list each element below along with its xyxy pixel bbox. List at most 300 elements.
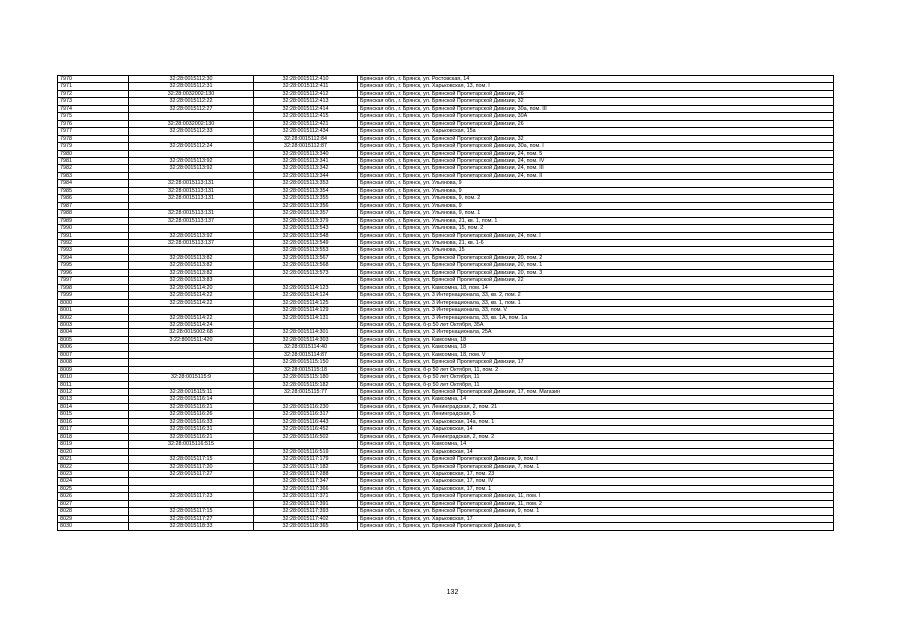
table-row bbox=[58, 135, 834, 142]
address-cell: Брянская обл., г. Брянск, ул. Брянской Пролетарской Дивизии, 9, пом. I bbox=[358, 456, 834, 463]
row-number-cell: 8016 bbox=[58, 418, 129, 425]
row-number-cell: 7975 bbox=[58, 113, 129, 120]
row-number-cell: 7971 bbox=[58, 83, 129, 90]
new-cadastral-number-cell: 32:28:0015115:180 bbox=[254, 374, 358, 381]
table-row bbox=[58, 381, 834, 388]
old-cadastral-number-cell: 32:28:0032002:130 bbox=[129, 90, 254, 97]
old-cadastral-number-cell: 32:28:0015116:21 bbox=[129, 433, 254, 440]
old-cadastral-number-cell: 32:28:0015116:515 bbox=[129, 441, 254, 448]
row-number-cell: 7995 bbox=[58, 262, 129, 269]
row-number-cell: 7977 bbox=[58, 128, 129, 135]
old-cadastral-number-cell: 32:28:0015113:82 bbox=[129, 254, 254, 261]
old-cadastral-number-cell: 32:28:0015113:137 bbox=[129, 239, 254, 246]
address-cell: Брянская обл., г. Брянск, ул. Харьковская, 14а, пом. 1 bbox=[358, 418, 834, 425]
table-row bbox=[58, 76, 834, 83]
new-cadastral-number-cell: 32:28:0015112:84 bbox=[254, 135, 358, 142]
old-cadastral-number-cell: 32:28:0015113:82 bbox=[129, 269, 254, 276]
address-cell: Брянская обл., г. Брянск, ул. Брянской Пролетарской Дивизии, 9, пом. 1 bbox=[358, 508, 834, 515]
register-table-body bbox=[58, 76, 834, 531]
row-number-cell: 7984 bbox=[58, 180, 129, 187]
new-cadastral-number-cell bbox=[254, 277, 358, 284]
address-cell: Брянская обл., г. Брянск, ул. Ульянова, 21, кв. 1, пом. 1 bbox=[358, 217, 834, 224]
row-number-cell: 8003 bbox=[58, 321, 129, 328]
old-cadastral-number-cell bbox=[129, 172, 254, 179]
table-row bbox=[58, 329, 834, 336]
table-row bbox=[58, 389, 834, 396]
new-cadastral-number-cell: 32:28:0015117:391 bbox=[254, 500, 358, 507]
address-cell: Брянская обл., г. Брянск, ул. Брянской Пролетарской Дивизии, 20, пом. 3 bbox=[358, 269, 834, 276]
new-cadastral-number-cell: 32:28:0015113:567 bbox=[254, 254, 358, 261]
row-number-cell: 8029 bbox=[58, 515, 129, 522]
row-number-cell: 7990 bbox=[58, 225, 129, 232]
old-cadastral-number-cell: 32:28:0015118:33 bbox=[129, 523, 254, 530]
old-cadastral-number-cell bbox=[129, 359, 254, 366]
table-row bbox=[58, 299, 834, 306]
row-number-cell: 8006 bbox=[58, 344, 129, 351]
row-number-cell: 8026 bbox=[58, 493, 129, 500]
table-row bbox=[58, 120, 834, 127]
new-cadastral-number-cell: 32:28:0015114:87 bbox=[254, 351, 358, 358]
new-cadastral-number-cell: 32:28:0015114:123 bbox=[254, 284, 358, 291]
table-row bbox=[58, 374, 834, 381]
address-cell: Брянская обл., г. Брянск, ул. Ульянова, 9, пом. 1 bbox=[358, 210, 834, 217]
old-cadastral-number-cell: 32:28:0015113:131 bbox=[129, 210, 254, 217]
old-cadastral-number-cell bbox=[129, 366, 254, 373]
new-cadastral-number-cell: 32:28:0015113:549 bbox=[254, 239, 358, 246]
new-cadastral-number-cell: 32:28:0015113:553 bbox=[254, 247, 358, 254]
row-number-cell: 8007 bbox=[58, 351, 129, 358]
row-number-cell: 7978 bbox=[58, 135, 129, 142]
new-cadastral-number-cell bbox=[254, 441, 358, 448]
table-row bbox=[58, 396, 834, 403]
table-row bbox=[58, 471, 834, 478]
address-cell: Брянская обл., г. Брянск, ул. 3 Интернационала, 33, пом. V bbox=[358, 307, 834, 314]
old-cadastral-number-cell: 32:28:0015117:15 bbox=[129, 456, 254, 463]
address-cell: Брянская обл., г. Брянск, ул. Брянской Пролетарской Дивизии, 26 bbox=[358, 90, 834, 97]
old-cadastral-number-cell bbox=[129, 478, 254, 485]
row-number-cell: 7993 bbox=[58, 247, 129, 254]
address-cell: Брянская обл., г. Брянск, ул. 3 Интернационала, 33, кв. 1, пом. 1 bbox=[358, 299, 834, 306]
old-cadastral-number-cell bbox=[129, 381, 254, 388]
address-cell: Брянская обл., г. Брянск, ул. Брянской Пролетарской Дивизии, 17, пом. Магазин bbox=[358, 389, 834, 396]
row-number-cell: 8001 bbox=[58, 307, 129, 314]
new-cadastral-number-cell: 32:28:0015113:379 bbox=[254, 217, 358, 224]
row-number-cell: 7989 bbox=[58, 217, 129, 224]
address-cell: Брянская обл., г. Брянск, ул. Брянской Пролетарской Дивизии, 20, пом. 1 bbox=[358, 262, 834, 269]
new-cadastral-number-cell: 32:28:0015112:421 bbox=[254, 120, 358, 127]
new-cadastral-number-cell: 32:28:0015112:414 bbox=[254, 105, 358, 112]
row-number-cell: 7981 bbox=[58, 157, 129, 164]
row-number-cell: 7999 bbox=[58, 292, 129, 299]
row-number-cell: 8020 bbox=[58, 448, 129, 455]
address-cell: Брянская обл., г. Брянск, ул. Камсомна, 18 bbox=[358, 336, 834, 343]
old-cadastral-number-cell: 32:28:0015114:24 bbox=[129, 321, 254, 328]
old-cadastral-number-cell bbox=[129, 225, 254, 232]
new-cadastral-number-cell bbox=[254, 396, 358, 403]
table-row bbox=[58, 157, 834, 164]
old-cadastral-number-cell bbox=[129, 247, 254, 254]
table-row bbox=[58, 307, 834, 314]
address-cell: Брянская обл., г. Брянск, ул. Брянской Пролетарской Дивизии, 24, пом. II bbox=[358, 172, 834, 179]
new-cadastral-number-cell: 32:28:0015116:519 bbox=[254, 448, 358, 455]
new-cadastral-number-cell: 32:28:0015116:452 bbox=[254, 426, 358, 433]
table-row bbox=[58, 217, 834, 224]
new-cadastral-number-cell: 32:28:0015113:344 bbox=[254, 172, 358, 179]
table-row bbox=[58, 418, 834, 425]
row-number-cell: 7992 bbox=[58, 239, 129, 246]
old-cadastral-number-cell: 32:28:0015112:33 bbox=[129, 128, 254, 135]
address-cell: Брянская обл., г. Брянск, ул. Ленинградская, 5 bbox=[358, 411, 834, 418]
address-cell: Брянская обл., г. Брянск, ул. Ульянова, 9 bbox=[358, 180, 834, 187]
address-cell: Брянская обл., г. Брянск, ул. Ульянова, 9, пом. 2 bbox=[358, 195, 834, 202]
new-cadastral-number-cell: 32:28:0015115:182 bbox=[254, 381, 358, 388]
address-cell: Брянская обл., г. Брянск, ул. Ульянова, 15 bbox=[358, 247, 834, 254]
row-number-cell: 7997 bbox=[58, 277, 129, 284]
row-number-cell: 7988 bbox=[58, 210, 129, 217]
new-cadastral-number-cell: 32:28:0015112:413 bbox=[254, 98, 358, 105]
new-cadastral-number-cell: 32:28:0015112:415 bbox=[254, 113, 358, 120]
old-cadastral-number-cell: 32:28:0015116:14 bbox=[129, 396, 254, 403]
old-cadastral-number-cell bbox=[129, 113, 254, 120]
old-cadastral-number-cell bbox=[129, 344, 254, 351]
table-row bbox=[58, 411, 834, 418]
old-cadastral-number-cell: 32:28:0015116:21 bbox=[129, 403, 254, 410]
row-number-cell: 7996 bbox=[58, 269, 129, 276]
row-number-cell: 8011 bbox=[58, 381, 129, 388]
address-cell: Брянская обл., г. Брянск, ул. Ульянова, 15, пом. 2 bbox=[358, 225, 834, 232]
address-cell: Брянская обл., г. Брянск, ул. Брянской Пролетарской Дивизии, 26 bbox=[358, 120, 834, 127]
address-cell: Брянская обл., г. Брянск, ул. Камсомна, 14 bbox=[358, 396, 834, 403]
row-number-cell: 8022 bbox=[58, 463, 129, 470]
old-cadastral-number-cell bbox=[129, 150, 254, 157]
address-cell: Брянская обл., г. Брянск, ул. Камсомна, 18, пом. V bbox=[358, 351, 834, 358]
table-row bbox=[58, 314, 834, 321]
new-cadastral-number-cell: 32:28:0015117:182 bbox=[254, 463, 358, 470]
new-cadastral-number-cell: 32:28:0015117:393 bbox=[254, 508, 358, 515]
old-cadastral-number-cell bbox=[129, 485, 254, 492]
address-cell: Брянская обл., г. Брянск, ул. 3 Интернационала, 33, кв. 2, пом. 2 bbox=[358, 292, 834, 299]
table-row bbox=[58, 351, 834, 358]
new-cadastral-number-cell: 32:28:0015114:131 bbox=[254, 314, 358, 321]
row-number-cell: 8025 bbox=[58, 485, 129, 492]
row-number-cell: 7973 bbox=[58, 98, 129, 105]
address-cell: Брянская обл., г. Брянск, ул. Ульянова, 21, кв. 1-6 bbox=[358, 239, 834, 246]
old-cadastral-number-cell: 32:28:0015112:30 bbox=[129, 76, 254, 83]
address-cell: Брянская обл., г. Брянск, ул. Ульянова, 9 bbox=[358, 202, 834, 209]
address-cell: Брянская обл., г. Брянск, ул. Брянской Пролетарской Дивизии, 24, пом. 5 bbox=[358, 150, 834, 157]
address-cell: Брянская обл., г. Брянск, ул. Брянской Пролетарской Дивизии, 32 bbox=[358, 135, 834, 142]
row-number-cell: 7976 bbox=[58, 120, 129, 127]
table-row bbox=[58, 500, 834, 507]
table-row bbox=[58, 247, 834, 254]
table-row bbox=[58, 456, 834, 463]
address-cell: Брянская обл., г. Брянск, ул. Харьковская, 17, пом. IV bbox=[358, 478, 834, 485]
row-number-cell: 7972 bbox=[58, 90, 129, 97]
table-row bbox=[58, 239, 834, 246]
address-cell: Брянская обл., г. Брянск, ул. Брянской Пролетарской Дивизии, 7, пом. 1 bbox=[358, 463, 834, 470]
row-number-cell: 8019 bbox=[58, 441, 129, 448]
row-number-cell: 8008 bbox=[58, 359, 129, 366]
table-row bbox=[58, 269, 834, 276]
new-cadastral-number-cell: 32:28:0015113:355 bbox=[254, 195, 358, 202]
address-cell: Брянская обл., г. Брянск, ул. Брянской Пролетарской Дивизии, 24, пом. IV bbox=[358, 157, 834, 164]
table-row bbox=[58, 195, 834, 202]
old-cadastral-number-cell: 32:28:0015114:20 bbox=[129, 284, 254, 291]
new-cadastral-number-cell: 32:28:0015116:317 bbox=[254, 411, 358, 418]
address-cell: Брянская обл., г. Брянск, ул. Брянской Пролетарской Дивизии, 22 bbox=[358, 277, 834, 284]
address-cell: Брянская обл., г. Брянск, ул. Харьковская, 17, пом. 23 bbox=[358, 471, 834, 478]
table-row bbox=[58, 448, 834, 455]
table-row bbox=[58, 143, 834, 150]
table-row bbox=[58, 165, 834, 172]
new-cadastral-number-cell: 32:28:0015117:288 bbox=[254, 471, 358, 478]
new-cadastral-number-cell: 32:28:0015117:366 bbox=[254, 485, 358, 492]
new-cadastral-number-cell: 32:28:0015113:568 bbox=[254, 262, 358, 269]
new-cadastral-number-cell: 32:28:0015113:340 bbox=[254, 150, 358, 157]
new-cadastral-number-cell: 32:28:0015117:371 bbox=[254, 493, 358, 500]
table-row bbox=[58, 150, 834, 157]
address-cell: Брянская обл., г. Брянск, ул. Харьковская, 17 bbox=[358, 515, 834, 522]
table-row bbox=[58, 508, 834, 515]
new-cadastral-number-cell: 32:28:0015113:341 bbox=[254, 157, 358, 164]
old-cadastral-number-cell: 32:28:0015113:131 bbox=[129, 180, 254, 187]
old-cadastral-number-cell: 32:28:0015117:27 bbox=[129, 515, 254, 522]
new-cadastral-number-cell: 32:28:0015113:543 bbox=[254, 225, 358, 232]
old-cadastral-number-cell: 32:28:0015113:137 bbox=[129, 217, 254, 224]
table-row bbox=[58, 344, 834, 351]
row-number-cell: 7987 bbox=[58, 202, 129, 209]
old-cadastral-number-cell bbox=[129, 351, 254, 358]
new-cadastral-number-cell: 32:28:0015116:443 bbox=[254, 418, 358, 425]
row-number-cell: 7991 bbox=[58, 232, 129, 239]
new-cadastral-number-cell: 32:28:0015115:150 bbox=[254, 359, 358, 366]
row-number-cell: 8009 bbox=[58, 366, 129, 373]
old-cadastral-number-cell: 32:28:0015115:11 bbox=[129, 389, 254, 396]
row-number-cell: 8023 bbox=[58, 471, 129, 478]
row-number-cell: 8010 bbox=[58, 374, 129, 381]
cadastral-register-table bbox=[57, 75, 834, 531]
new-cadastral-number-cell: 32:28:0015113:573 bbox=[254, 269, 358, 276]
table-row bbox=[58, 277, 834, 284]
table-row bbox=[58, 515, 834, 522]
new-cadastral-number-cell: 32:28:0015112:87 bbox=[254, 143, 358, 150]
address-cell: Брянская обл., г. Брянск, ул. Брянской Пролетарской Дивизии, 20, пом. 2 bbox=[358, 254, 834, 261]
address-cell: Брянская обл., г. Брянск, б-р 50 лет Октября, 11 bbox=[358, 374, 834, 381]
new-cadastral-number-cell: 32:28:0015115:77 bbox=[254, 389, 358, 396]
new-cadastral-number-cell: 32:28:0015117:179 bbox=[254, 456, 358, 463]
address-cell: Брянская обл., г. Брянск, ул. Брянской Пролетарской Дивизии, 17 bbox=[358, 359, 834, 366]
table-row bbox=[58, 128, 834, 135]
new-cadastral-number-cell: 32:28:0015114:40 bbox=[254, 344, 358, 351]
row-number-cell: 7974 bbox=[58, 105, 129, 112]
row-number-cell: 8021 bbox=[58, 456, 129, 463]
row-number-cell: 8002 bbox=[58, 314, 129, 321]
new-cadastral-number-cell: 32:28:0015113:353 bbox=[254, 180, 358, 187]
address-cell: Брянская обл., г. Брянск, ул. Брянской Пролетарской Дивизии, 24, пом. I bbox=[358, 232, 834, 239]
old-cadastral-number-cell: 3:22:8001511:420 bbox=[129, 336, 254, 343]
address-cell: Брянская обл., г. Брянск, ул. Харьковская, 14 bbox=[358, 426, 834, 433]
address-cell: Брянская обл., г. Брянск, ул. Брянской Пролетарской Дивизии, 30а, пом. I bbox=[358, 143, 834, 150]
address-cell: Брянская обл., г. Брянск, ул. Брянской Пролетарской Дивизии, 24, пом. III bbox=[358, 165, 834, 172]
table-row bbox=[58, 292, 834, 299]
old-cadastral-number-cell: 32:28:0015115:9 bbox=[129, 374, 254, 381]
table-row bbox=[58, 403, 834, 410]
old-cadastral-number-cell: 32:28:0015113:83 bbox=[129, 277, 254, 284]
address-cell: Брянская обл., г. Брянск, ул. Брянской Пролетарской Дивизии, 5 bbox=[358, 523, 834, 530]
old-cadastral-number-cell bbox=[129, 202, 254, 209]
old-cadastral-number-cell: 32:28:0032002:130 bbox=[129, 120, 254, 127]
new-cadastral-number-cell: 32:28:0015116:502 bbox=[254, 433, 358, 440]
new-cadastral-number-cell: 32:28:0015113:342 bbox=[254, 165, 358, 172]
table-row bbox=[58, 180, 834, 187]
row-number-cell: 8027 bbox=[58, 500, 129, 507]
address-cell: Брянская обл., г. Брянск, ул. Брянской Пролетарской Дивизии, 32 bbox=[358, 98, 834, 105]
table-row bbox=[58, 232, 834, 239]
new-cadastral-number-cell: 32:28:0015117:402 bbox=[254, 515, 358, 522]
old-cadastral-number-cell: 32:28:0015112:24 bbox=[129, 143, 254, 150]
new-cadastral-number-cell: 32:28:0015112:412 bbox=[254, 90, 358, 97]
table-row bbox=[58, 202, 834, 209]
old-cadastral-number-cell: 32:28:0015114:22 bbox=[129, 292, 254, 299]
address-cell: Брянская обл., г. Брянск, б-р 50 лет Октября, 11 bbox=[358, 381, 834, 388]
address-cell: Брянская обл., г. Брянск, ул. Харьковская, 13, пом. I bbox=[358, 83, 834, 90]
address-cell: Брянская обл., г. Брянск, ул. Камсомна, 18, пом. 14 bbox=[358, 284, 834, 291]
table-row bbox=[58, 90, 834, 97]
table-row bbox=[58, 113, 834, 120]
address-cell: Брянская обл., г. Брянск, ул. Брянской Пролетарской Дивизии, 11, пом. 2 bbox=[358, 500, 834, 507]
address-cell: Брянская обл., г. Брянск, ул. Ленинградская, 2, пом. 2 bbox=[358, 433, 834, 440]
new-cadastral-number-cell: 32:28:0015114:124 bbox=[254, 292, 358, 299]
table-row bbox=[58, 187, 834, 194]
address-cell: Брянская обл., г. Брянск, ул. Брянской Пролетарской Дивизии, 30а, пом. III bbox=[358, 105, 834, 112]
row-number-cell: 8024 bbox=[58, 478, 129, 485]
table-row bbox=[58, 426, 834, 433]
old-cadastral-number-cell: 32:28:0015113:82 bbox=[129, 262, 254, 269]
row-number-cell: 7982 bbox=[58, 165, 129, 172]
address-cell: Брянская обл., г. Брянск, ул. Харьковская, 17, пом. 1 bbox=[358, 485, 834, 492]
address-cell: Брянская обл., г. Брянск, ул. Брянской Пролетарской Дивизии, 30А bbox=[358, 113, 834, 120]
table-row bbox=[58, 225, 834, 232]
row-number-cell: 8014 bbox=[58, 403, 129, 410]
address-cell: Брянская обл., г. Брянск, ул. 3 Интернационала, 33, кв. 1А, пом. 1а bbox=[358, 314, 834, 321]
row-number-cell: 7983 bbox=[58, 172, 129, 179]
table-row bbox=[58, 321, 834, 328]
row-number-cell: 7980 bbox=[58, 150, 129, 157]
new-cadastral-number-cell: 32:28:0015112:434 bbox=[254, 128, 358, 135]
old-cadastral-number-cell bbox=[129, 500, 254, 507]
address-cell: Брянская обл., г. Брянск, ул. Ульянова, 9 bbox=[358, 187, 834, 194]
address-cell: Брянская обл., г. Брянск, ул. Харьковская, 15а bbox=[358, 128, 834, 135]
old-cadastral-number-cell: 32:28:0015112:31 bbox=[129, 83, 254, 90]
old-cadastral-number-cell: 32:28:0015113:131 bbox=[129, 195, 254, 202]
address-cell: Брянская обл., г. Брянск, ул. Брянской Пролетарской Дивизии, 11, пом. I bbox=[358, 493, 834, 500]
row-number-cell: 8028 bbox=[58, 508, 129, 515]
table-row bbox=[58, 463, 834, 470]
old-cadastral-number-cell bbox=[129, 135, 254, 142]
row-number-cell: 8017 bbox=[58, 426, 129, 433]
old-cadastral-number-cell bbox=[129, 307, 254, 314]
new-cadastral-number-cell: 32:28:0015114:125 bbox=[254, 299, 358, 306]
old-cadastral-number-cell: 32:28:0015116:33 bbox=[129, 418, 254, 425]
row-number-cell: 8013 bbox=[58, 396, 129, 403]
row-number-cell: 8012 bbox=[58, 389, 129, 396]
new-cadastral-number-cell: 32:28:0015114:303 bbox=[254, 336, 358, 343]
old-cadastral-number-cell: 32:28:0015116:31 bbox=[129, 426, 254, 433]
table-row bbox=[58, 366, 834, 373]
address-cell: Брянская обл., г. Брянск, б-р 50 лет Октября, 11, пом. 2 bbox=[358, 366, 834, 373]
new-cadastral-number-cell: 32:28:0015118:365 bbox=[254, 523, 358, 530]
row-number-cell: 8004 bbox=[58, 329, 129, 336]
row-number-cell: 7985 bbox=[58, 187, 129, 194]
address-cell: Брянская обл., г. Брянск, ул. Камсомна, 14 bbox=[358, 441, 834, 448]
row-number-cell: 8030 bbox=[58, 523, 129, 530]
table-row bbox=[58, 336, 834, 343]
table-row bbox=[58, 493, 834, 500]
old-cadastral-number-cell: 32:28:0015114:22 bbox=[129, 314, 254, 321]
address-cell: Брянская обл., г. Брянск, ул. Камсомна, 18 bbox=[358, 344, 834, 351]
old-cadastral-number-cell: 32:28:0015117:15 bbox=[129, 508, 254, 515]
old-cadastral-number-cell: 32:28:0015114:22 bbox=[129, 299, 254, 306]
row-number-cell: 8015 bbox=[58, 411, 129, 418]
new-cadastral-number-cell: 32:28:0015113:356 bbox=[254, 202, 358, 209]
old-cadastral-number-cell: 32:28:0015113:92 bbox=[129, 232, 254, 239]
old-cadastral-number-cell: 32:28:0015112:22 bbox=[129, 98, 254, 105]
table-row bbox=[58, 83, 834, 90]
new-cadastral-number-cell: 32:28:0015113:548 bbox=[254, 232, 358, 239]
old-cadastral-number-cell: 32:28:0015112:27 bbox=[129, 105, 254, 112]
address-cell: Брянская обл., г. Брянск, ул. Ленинградская, 2, пом. 21 bbox=[358, 403, 834, 410]
table-row bbox=[58, 441, 834, 448]
address-cell: Брянская обл., г. Брянск, ул. Ростовская, 14 bbox=[358, 76, 834, 83]
old-cadastral-number-cell: 32:28:0015117:20 bbox=[129, 463, 254, 470]
address-cell: Брянская обл., г. Брянск, б-р 50 лет Октября, 35А bbox=[358, 321, 834, 328]
old-cadastral-number-cell: 32:28:0015117:23 bbox=[129, 493, 254, 500]
new-cadastral-number-cell: 32:28:0015113:357 bbox=[254, 210, 358, 217]
row-number-cell: 8018 bbox=[58, 433, 129, 440]
old-cadastral-number-cell: 32:28:0015113:92 bbox=[129, 165, 254, 172]
new-cadastral-number-cell: 32:28:0015113:354 bbox=[254, 187, 358, 194]
table-row bbox=[58, 433, 834, 440]
new-cadastral-number-cell: 32:28:0015112:410 bbox=[254, 76, 358, 83]
table-row bbox=[58, 485, 834, 492]
new-cadastral-number-cell: 32:28:0015116:230 bbox=[254, 403, 358, 410]
page-number: 132 bbox=[446, 589, 459, 596]
row-number-cell: 7979 bbox=[58, 143, 129, 150]
old-cadastral-number-cell bbox=[129, 448, 254, 455]
row-number-cell: 8005 bbox=[58, 336, 129, 343]
new-cadastral-number-cell: 32:28:0015112:411 bbox=[254, 83, 358, 90]
old-cadastral-number-cell: 32:28:0015113:92 bbox=[129, 157, 254, 164]
old-cadastral-number-cell: 32:28:0015113:131 bbox=[129, 187, 254, 194]
new-cadastral-number-cell bbox=[254, 321, 358, 328]
new-cadastral-number-cell: 32:28:0015114:301 bbox=[254, 329, 358, 336]
new-cadastral-number-cell: 32:28:0015114:129 bbox=[254, 307, 358, 314]
table-row bbox=[58, 478, 834, 485]
row-number-cell: 7994 bbox=[58, 254, 129, 261]
address-cell: Брянская обл., г. Брянск, ул. 3 Интернационала, 25А bbox=[358, 329, 834, 336]
new-cadastral-number-cell: 32:28:0015117:347 bbox=[254, 478, 358, 485]
row-number-cell: 7970 bbox=[58, 76, 129, 83]
old-cadastral-number-cell: 32:28:0015117:27 bbox=[129, 471, 254, 478]
row-number-cell: 7986 bbox=[58, 195, 129, 202]
table-row bbox=[58, 523, 834, 530]
table-row bbox=[58, 105, 834, 112]
table-row bbox=[58, 284, 834, 291]
row-number-cell: 8000 bbox=[58, 299, 129, 306]
address-cell: Брянская обл., г. Брянск, ул. Харьковская, 14 bbox=[358, 448, 834, 455]
table-row bbox=[58, 254, 834, 261]
new-cadastral-number-cell: 32:28:0015115:18 bbox=[254, 366, 358, 373]
